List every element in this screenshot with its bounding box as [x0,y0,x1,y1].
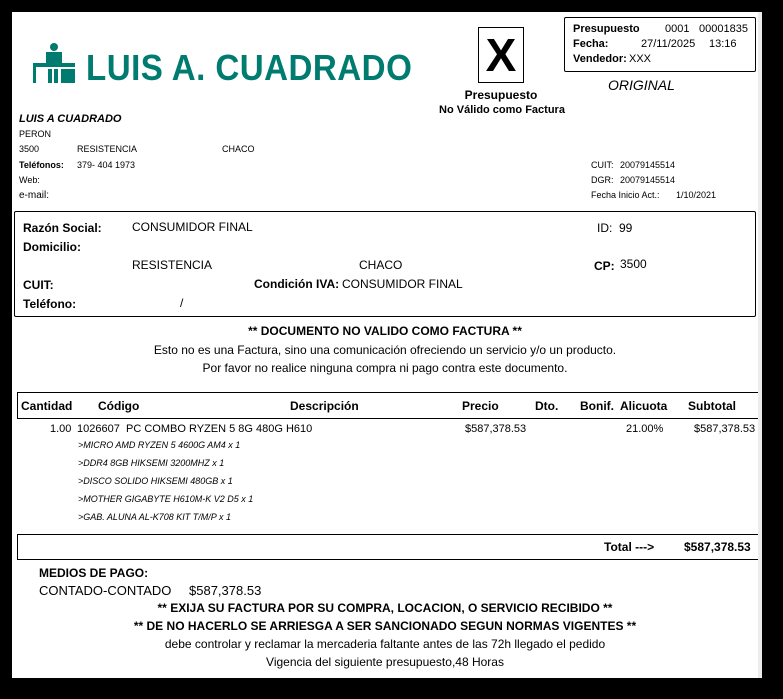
col-cantidad: Cantidad [21,399,73,413]
client-city: RESISTENCIA [132,258,213,272]
col-codigo: Código [98,399,140,413]
col-subtotal: Subtotal [688,399,736,413]
company-email-label: e-mail: [19,190,50,201]
total-value: $587,378.53 [684,540,751,554]
doc-number: 00001835 [699,23,748,35]
col-bonif: Bonif. [580,399,614,413]
client-id: 99 [619,221,633,235]
client-iva: CONSUMIDOR FINAL [342,277,463,291]
doc-label: Presupuesto [573,23,640,35]
col-precio: Precio [462,399,499,413]
col-alicuota: Alicuota [620,399,668,413]
row-descripcion: PC COMBO RYZEN 5 8G 480G H610 [126,423,313,435]
company-dgr-label: DGR: [591,175,614,185]
client-box [14,211,756,317]
payment-method: CONTADO-CONTADO [39,583,172,598]
component-item: >DISCO SOLIDO HIKSEMI 480GB x 1 [78,476,233,486]
doc-type-letter: X [485,29,517,81]
person-at-desk-logo-icon [32,42,76,84]
client-iva-label: Condición IVA: [254,277,340,291]
client-province: CHACO [359,258,403,272]
component-item: >MOTHER GIGABYTE H610M-K V2 D5 x 1 [78,494,254,504]
client-razon: CONSUMIDOR FINAL [132,220,253,234]
company-logo-text: LUIS A. CUADRADO [86,47,413,88]
client-domicilio-label: Domicilio: [23,240,82,254]
notice-line-2: Por favor no realice ninguna compra ni pago contra este documento. [202,361,568,375]
document-header-box [564,17,756,72]
col-descripcion: Descripción [290,399,359,413]
company-city: RESISTENCIA [77,144,138,154]
copy-type: ORIGINAL [608,77,675,93]
payment-title: MEDIOS DE PAGO: [39,566,149,580]
footer-line-4: Vigencia del siguiente presupuesto,48 Horas [266,655,504,669]
notice-title: ** DOCUMENTO NO VALIDO COMO FACTURA ** [248,324,522,338]
point-of-sale: 0001 [665,23,690,35]
component-item: >DDR4 8GB HIKSEMI 3200MHZ x 1 [78,458,225,468]
seller-label: Vendedor: [573,53,627,65]
date-label: Fecha: [573,38,609,50]
doc-date: 27/11/2025 [641,38,696,50]
company-cuit-label: CUIT: [591,160,614,170]
col-dto: Dto. [535,399,559,413]
company-phones-label: Teléfonos: [19,160,64,170]
table-header-bottom-border [17,418,758,419]
component-item: >GAB. ALUNA AL-K708 KIT T/M/P x 1 [78,512,231,522]
table-header-left-border [17,392,18,419]
footer-line-2: ** DE NO HACERLO SE ARRIESGA A SER SANCIONADO SEGUN NORMAS VIGENTES ** [133,619,637,633]
company-dgr: 20079145514 [620,175,676,185]
company-postal-code: 3500 [19,144,40,154]
client-id-label: ID: [597,221,613,235]
doc-time: 13:16 [709,38,737,50]
client-cp: 3500 [620,257,647,271]
client-razon-label: Razón Social: [23,221,102,235]
seller-value: XXX [629,53,652,65]
footer-line-1: ** EXIJA SU FACTURA POR SU COMPRA, LOCACION, O SERVICIO RECIBIDO ** [157,601,613,615]
payment-amount: $587,378.53 [189,583,262,598]
client-cp-label: CP: [594,259,615,273]
company-province: CHACO [222,144,255,154]
row-cantidad: 1.00 [50,423,72,435]
company-cuit: 20079145514 [620,160,676,170]
page-shadow [758,12,762,678]
company-web-label: Web: [19,175,40,185]
row-subtotal: $587,378.53 [694,423,756,435]
doc-type-caption: Presupuesto [464,88,538,102]
row-codigo: 1026607 [77,423,120,435]
footer-line-3: debe controlar y reclamar la mercaderia faltante antes de las 72h llegado el pedido [164,637,606,651]
company-start-label: Fecha Inicio Act.: [591,190,660,200]
component-item: >MICRO AMD RYZEN 5 4600G AM4 x 1 [78,440,241,450]
client-phone: / [180,296,184,310]
row-alicuota: 21.00% [626,423,664,435]
client-cuit-label: CUIT: [23,278,54,292]
doc-type-subcaption: No Válido como Factura [439,104,565,116]
company-phones: 379- 404 1973 [77,160,136,170]
doc-type-letter-box [478,27,524,83]
document-page [12,12,758,678]
company-name: LUIS A CUADRADO [19,113,122,125]
client-phone-label: Teléfono: [23,297,77,311]
notice-line-1: Esto no es una Factura, sino una comunicación ofreciendo un servicio y/o un producto. [153,343,617,357]
total-label: Total ---> [604,540,655,554]
row-precio: $587,378.53 [465,423,527,435]
company-street: PERON [19,129,52,139]
table-header-top-border [17,392,758,393]
company-start-date: 1/10/2021 [676,190,717,200]
